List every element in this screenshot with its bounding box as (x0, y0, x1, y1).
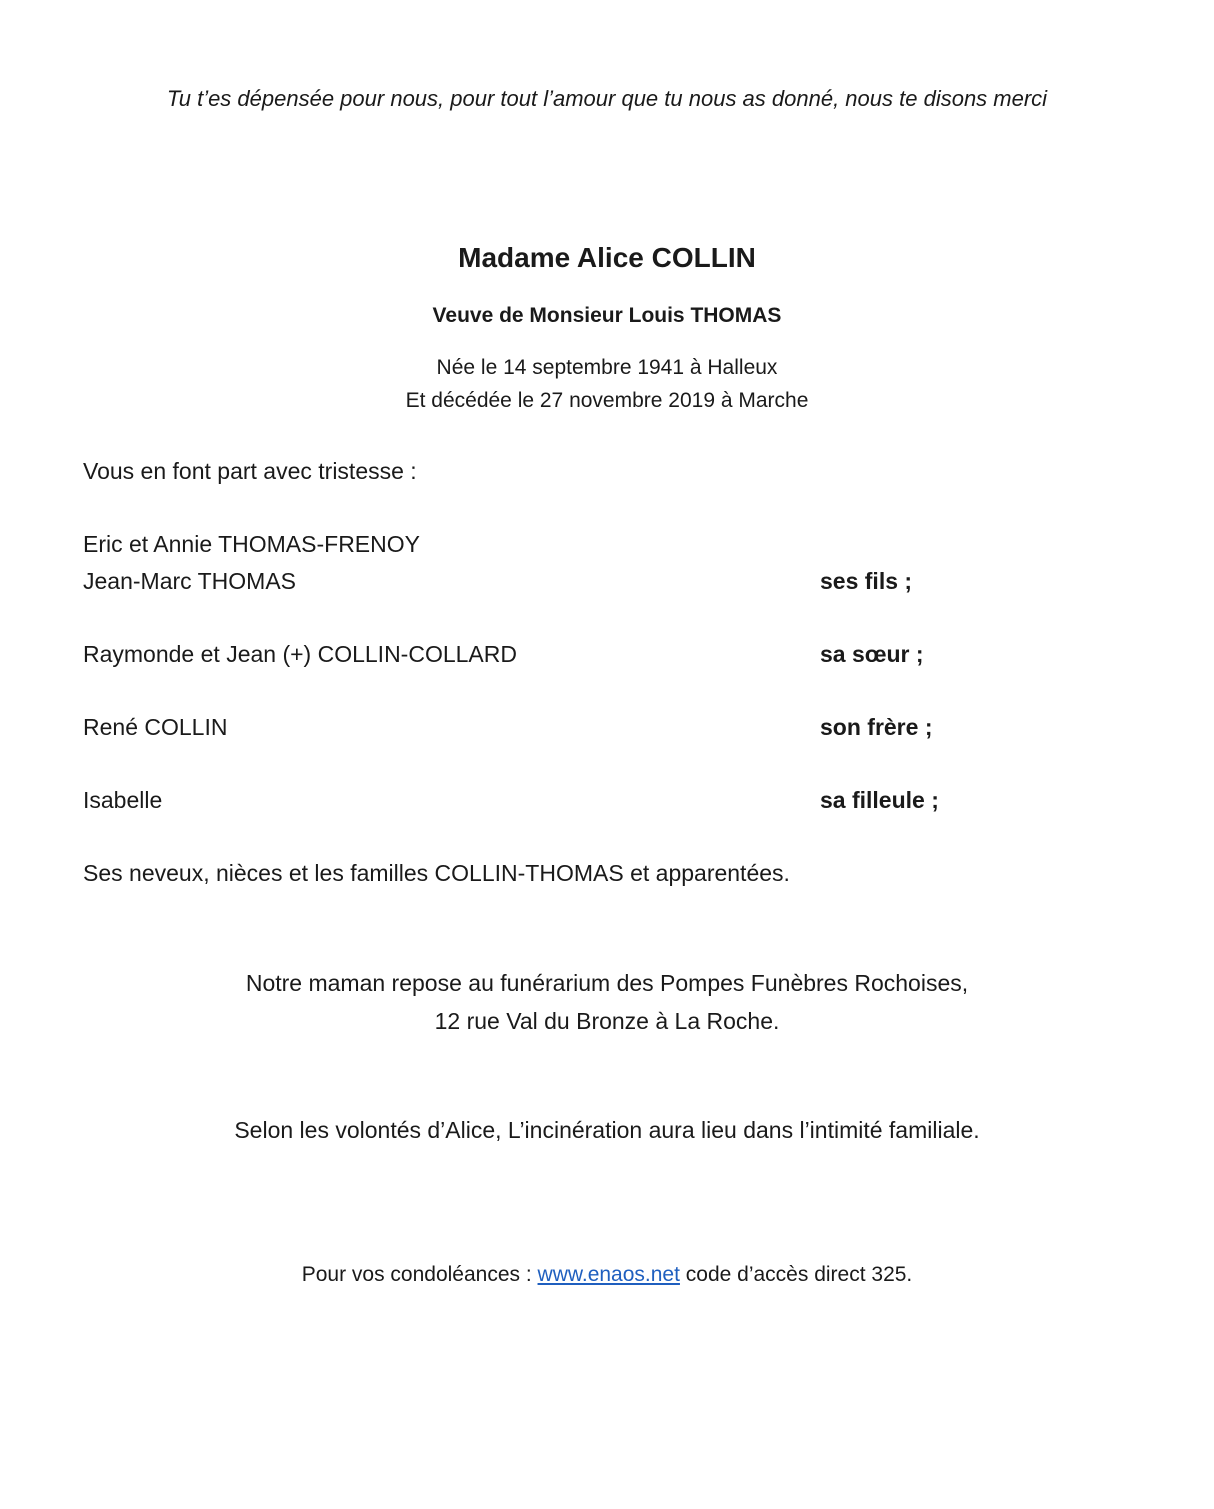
condolences-prefix: Pour vos condoléances : (301, 1263, 538, 1286)
family-name: Eric et Annie THOMAS-FRENOY (83, 531, 420, 557)
resting-place-line2: 12 rue Val du Bronze à La Roche. (434, 1008, 780, 1034)
deceased-name: Madame Alice COLLIN (458, 242, 756, 273)
family-relation: son frère ; (820, 714, 933, 740)
family-name: Jean-Marc THOMAS (83, 568, 297, 594)
death-line: Et décédée le 27 novembre 2019 à Marche (405, 389, 809, 412)
extended-family: Ses neveux, nièces et les familles COLLIN-THOMAS et apparentées. (83, 860, 790, 886)
intro-text: Vous en font part avec tristesse : (83, 458, 417, 484)
cremation-note: Selon les volontés d’Alice, L’incinération aura lieu dans l’intimité familiale. (234, 1117, 980, 1143)
widow-of: Veuve de Monsieur Louis THOMAS (432, 304, 782, 327)
family-name: Raymonde et Jean (+) COLLIN-COLLARD (83, 641, 517, 667)
family-relation: sa filleule ; (820, 787, 939, 813)
epigraph: Tu t’es dépensée pour nous, pour tout l’amour que tu nous as donné, nous te disons merci (166, 86, 1048, 111)
family-name: René COLLIN (83, 714, 228, 740)
family-name: Isabelle (83, 787, 163, 813)
family-relation: ses fils ; (820, 568, 913, 594)
family-relation: sa sœur ; (820, 641, 924, 667)
condolences-line (0, 1263, 1214, 1287)
resting-place-line1: Notre maman repose au funérarium des Pompes Funèbres Rochoises, (245, 970, 969, 996)
birth-line: Née le 14 septembre 1941 à Halleux (436, 356, 778, 379)
condolences-link[interactable]: www.enaos.net (537, 1263, 680, 1286)
condolences-suffix: code d’accès direct 325. (679, 1263, 913, 1286)
